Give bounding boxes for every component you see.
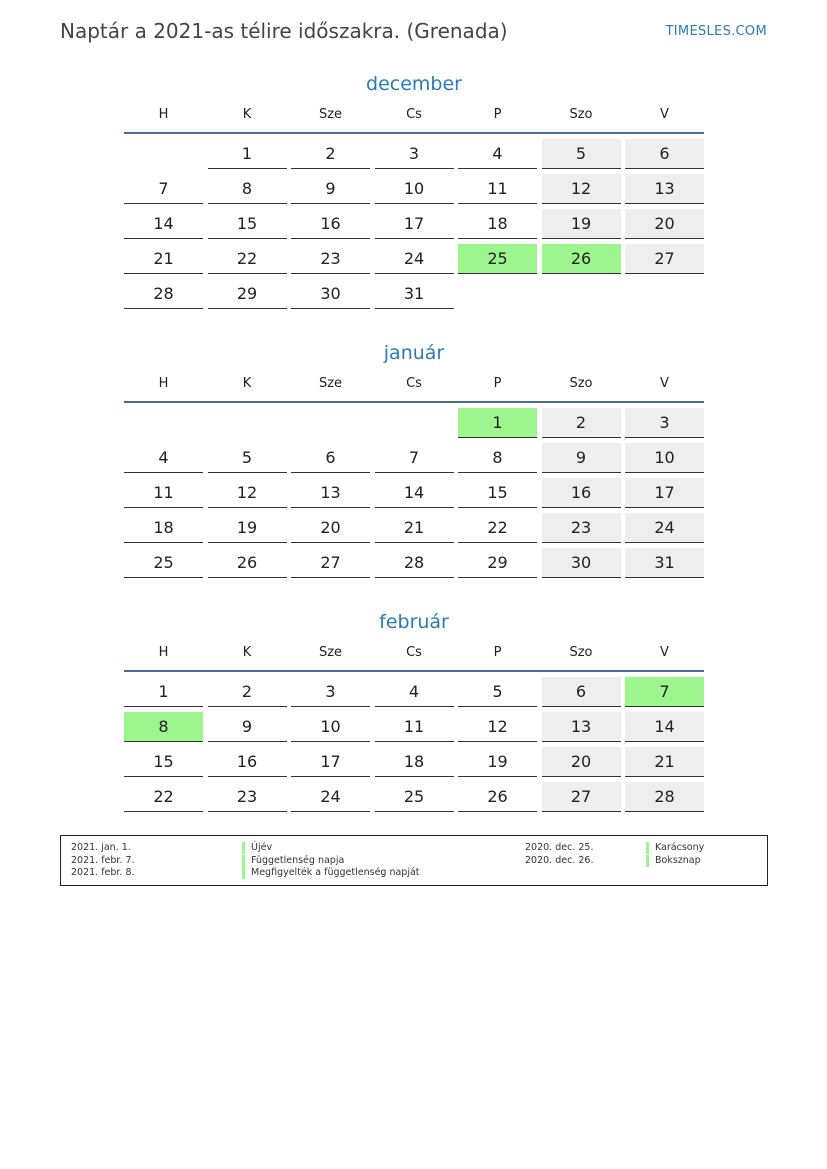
day-cell: 23 xyxy=(542,513,621,543)
weekday-label: P xyxy=(493,376,502,391)
day-cell: 22 xyxy=(124,782,203,812)
day-cell: 15 xyxy=(208,209,287,239)
weekday-header xyxy=(124,642,704,672)
day-cell: 25 xyxy=(124,548,203,578)
day-cell: 18 xyxy=(375,747,454,777)
weekday-label: P xyxy=(493,107,502,122)
day-cell: 19 xyxy=(542,209,621,239)
day-cell: 28 xyxy=(375,548,454,578)
day-cell: 8 xyxy=(208,174,287,204)
day-cell: 17 xyxy=(625,478,704,508)
day-cell: 24 xyxy=(625,513,704,543)
day-cell: 28 xyxy=(124,279,203,309)
day-cell: 14 xyxy=(625,712,704,742)
week-row xyxy=(124,244,704,274)
day-cell: 29 xyxy=(458,548,537,578)
day-cell: 13 xyxy=(625,174,704,204)
day-cell: 4 xyxy=(124,443,203,473)
day-cell: 16 xyxy=(208,747,287,777)
weekday-label: Szo xyxy=(569,645,593,660)
holiday-day-cell: 7 xyxy=(625,677,704,707)
day-cell: 27 xyxy=(542,782,621,812)
day-cell: 5 xyxy=(208,443,287,473)
week-row xyxy=(124,174,704,204)
day-cell: 13 xyxy=(542,712,621,742)
day-cell: 26 xyxy=(208,548,287,578)
day-cell: 6 xyxy=(291,443,370,473)
day-cell: 13 xyxy=(291,478,370,508)
day-cell: 2 xyxy=(542,408,621,438)
legend-date: 2021. jan. 1. xyxy=(71,842,131,853)
day-cell: 9 xyxy=(542,443,621,473)
day-cell: 3 xyxy=(625,408,704,438)
holiday-day-cell: 25 xyxy=(458,244,537,274)
day-cell: 31 xyxy=(375,279,454,309)
legend-holiday-name: Boksznap xyxy=(646,855,701,867)
day-cell: 5 xyxy=(542,139,621,169)
day-cell: 10 xyxy=(291,712,370,742)
day-cell: 22 xyxy=(208,244,287,274)
month-name: december xyxy=(366,73,462,95)
weekday-label: V xyxy=(660,376,669,391)
legend-holiday-name: Megfigyelték a függetlenség napját xyxy=(242,867,420,879)
day-cell: 10 xyxy=(625,443,704,473)
day-cell: 14 xyxy=(375,478,454,508)
weekday-label: Szo xyxy=(569,107,593,122)
day-cell: 4 xyxy=(375,677,454,707)
day-cell: 20 xyxy=(542,747,621,777)
holiday-day-cell: 1 xyxy=(458,408,537,438)
day-cell: 30 xyxy=(291,279,370,309)
day-cell: 25 xyxy=(375,782,454,812)
day-cell: 9 xyxy=(208,712,287,742)
day-cell: 6 xyxy=(542,677,621,707)
empty-day-cell xyxy=(542,279,621,309)
day-cell: 22 xyxy=(458,513,537,543)
day-cell: 30 xyxy=(542,548,621,578)
page-title: Naptár a 2021-as télire időszakra. (Grenada) xyxy=(60,19,508,43)
day-cell: 7 xyxy=(124,174,203,204)
day-cell: 12 xyxy=(542,174,621,204)
empty-day-cell xyxy=(625,279,704,309)
legend-holiday-name: Függetlenség napja xyxy=(242,855,344,867)
month-calendar xyxy=(124,70,704,314)
empty-day-cell xyxy=(124,139,203,169)
week-row xyxy=(124,408,704,438)
day-cell: 1 xyxy=(124,677,203,707)
legend-date: 2021. febr. 8. xyxy=(71,867,135,878)
weekday-label: Cs xyxy=(406,376,422,391)
week-row xyxy=(124,548,704,578)
weekday-header xyxy=(124,373,704,403)
day-cell: 7 xyxy=(375,443,454,473)
day-cell: 14 xyxy=(124,209,203,239)
day-cell: 8 xyxy=(458,443,537,473)
day-cell: 24 xyxy=(291,782,370,812)
day-cell: 17 xyxy=(291,747,370,777)
empty-day-cell xyxy=(375,408,454,438)
weekday-label: K xyxy=(242,107,252,122)
week-row xyxy=(124,513,704,543)
empty-day-cell xyxy=(458,279,537,309)
day-cell: 17 xyxy=(375,209,454,239)
day-cell: 20 xyxy=(625,209,704,239)
holiday-day-cell: 26 xyxy=(542,244,621,274)
brand-link[interactable]: TIMESLES.COM xyxy=(665,24,767,39)
month-calendar xyxy=(124,339,704,583)
weekday-label: P xyxy=(493,645,502,660)
weekday-label: Cs xyxy=(406,107,422,122)
week-row xyxy=(124,478,704,508)
week-row xyxy=(124,712,704,742)
day-cell: 10 xyxy=(375,174,454,204)
week-row xyxy=(124,279,704,309)
day-cell: 20 xyxy=(291,513,370,543)
day-cell: 21 xyxy=(625,747,704,777)
empty-day-cell xyxy=(291,408,370,438)
weekday-header xyxy=(124,104,704,134)
day-cell: 16 xyxy=(291,209,370,239)
day-cell: 23 xyxy=(208,782,287,812)
week-row xyxy=(124,747,704,777)
day-cell: 11 xyxy=(375,712,454,742)
weekday-label: Cs xyxy=(406,645,422,660)
day-cell: 9 xyxy=(291,174,370,204)
day-cell: 18 xyxy=(458,209,537,239)
day-cell: 27 xyxy=(291,548,370,578)
month-name: február xyxy=(379,611,449,633)
day-cell: 18 xyxy=(124,513,203,543)
weekday-label: Szo xyxy=(569,376,593,391)
week-row xyxy=(124,443,704,473)
day-cell: 12 xyxy=(208,478,287,508)
day-cell: 21 xyxy=(375,513,454,543)
weekday-label: H xyxy=(158,107,169,122)
day-cell: 29 xyxy=(208,279,287,309)
week-row xyxy=(124,209,704,239)
weekday-label: Sze xyxy=(318,107,343,122)
legend-holiday-name: Újév xyxy=(242,842,272,854)
weekday-label: K xyxy=(242,376,252,391)
day-cell: 15 xyxy=(124,747,203,777)
day-cell: 2 xyxy=(208,677,287,707)
month-calendar xyxy=(124,608,704,817)
month-name: január xyxy=(383,342,445,364)
day-cell: 11 xyxy=(458,174,537,204)
day-cell: 4 xyxy=(458,139,537,169)
day-cell: 19 xyxy=(458,747,537,777)
day-cell: 21 xyxy=(124,244,203,274)
empty-day-cell xyxy=(208,408,287,438)
week-row xyxy=(124,677,704,707)
weekday-label: H xyxy=(158,645,169,660)
weekday-label: V xyxy=(660,107,669,122)
legend-date: 2020. dec. 25. xyxy=(525,842,594,853)
weekday-label: Sze xyxy=(318,376,343,391)
weekday-label: V xyxy=(660,645,669,660)
week-row xyxy=(124,139,704,169)
day-cell: 31 xyxy=(625,548,704,578)
day-cell: 15 xyxy=(458,478,537,508)
day-cell: 3 xyxy=(291,677,370,707)
day-cell: 6 xyxy=(625,139,704,169)
day-cell: 16 xyxy=(542,478,621,508)
day-cell: 26 xyxy=(458,782,537,812)
day-cell: 23 xyxy=(291,244,370,274)
day-cell: 27 xyxy=(625,244,704,274)
day-cell: 24 xyxy=(375,244,454,274)
day-cell: 19 xyxy=(208,513,287,543)
weekday-label: H xyxy=(158,376,169,391)
day-cell: 3 xyxy=(375,139,454,169)
weekday-label: Sze xyxy=(318,645,343,660)
legend-date: 2021. febr. 7. xyxy=(71,854,135,866)
empty-day-cell xyxy=(124,408,203,438)
weekday-label: K xyxy=(242,645,252,660)
holiday-day-cell: 8 xyxy=(124,712,203,742)
legend-date: 2020. dec. 26. xyxy=(525,854,594,866)
day-cell: 28 xyxy=(625,782,704,812)
day-cell: 5 xyxy=(458,677,537,707)
day-cell: 2 xyxy=(291,139,370,169)
day-cell: 12 xyxy=(458,712,537,742)
legend-holiday-name: Karácsony xyxy=(646,842,704,854)
holiday-legend xyxy=(60,835,768,886)
day-cell: 1 xyxy=(208,139,287,169)
day-cell: 11 xyxy=(124,478,203,508)
week-row xyxy=(124,782,704,812)
